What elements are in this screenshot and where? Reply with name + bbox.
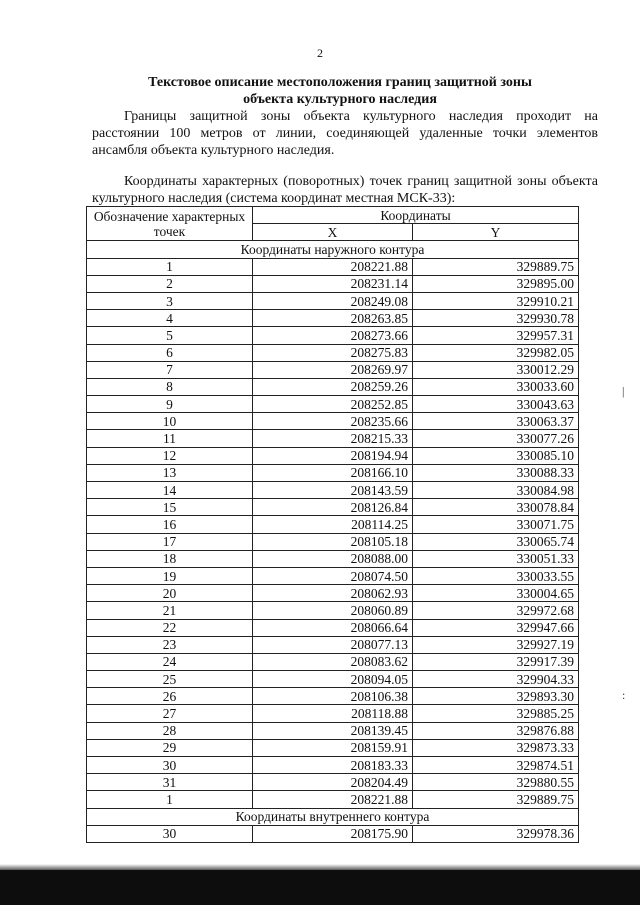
- inner-contour-section-row: [87, 808, 579, 825]
- point-cell: 1: [87, 791, 253, 808]
- table-row: [87, 447, 579, 464]
- y-header: Y: [413, 224, 579, 241]
- x-cell: 208077.13: [253, 636, 413, 653]
- x-cell: 208074.50: [253, 567, 413, 584]
- x-cell: 208215.33: [253, 430, 413, 447]
- table-row: [87, 413, 579, 430]
- x-cell: 208166.10: [253, 464, 413, 481]
- coordinates-intro-text: Координаты характерных (поворотных) точек границ защитной зоны объекта культурного наследия (система координат местная МСК-33):: [92, 174, 598, 206]
- coordinates-table: [86, 206, 579, 843]
- table-row: [87, 825, 579, 842]
- y-cell: 329930.78: [413, 310, 579, 327]
- y-cell: 329885.25: [413, 705, 579, 722]
- outer-contour-section-row: [87, 241, 579, 258]
- x-cell: 208259.26: [253, 378, 413, 395]
- y-cell: 329880.55: [413, 774, 579, 791]
- point-cell: 11: [87, 430, 253, 447]
- x-cell: 208252.85: [253, 396, 413, 413]
- x-cell: 208094.05: [253, 671, 413, 688]
- margin-mark: :: [622, 688, 626, 702]
- document-heading: [60, 74, 620, 108]
- y-cell: 329917.39: [413, 653, 579, 670]
- point-cell: 19: [87, 567, 253, 584]
- table-row: [87, 705, 579, 722]
- x-cell: 208249.08: [253, 292, 413, 309]
- table-row: [87, 396, 579, 413]
- y-cell: 330033.55: [413, 567, 579, 584]
- point-cell: 7: [87, 361, 253, 378]
- y-cell: 330088.33: [413, 464, 579, 481]
- table-row: [87, 550, 579, 567]
- inner-contour-section-label: Координаты внутреннего контура: [87, 808, 579, 825]
- point-cell: 10: [87, 413, 253, 430]
- table-row: [87, 516, 579, 533]
- heading-line-1: Текстовое описание местоположения границ защитной зоны: [148, 75, 532, 90]
- point-cell: 1: [87, 258, 253, 275]
- x-cell: 208275.83: [253, 344, 413, 361]
- y-cell: 329874.51: [413, 757, 579, 774]
- description-text: Границы защитной зоны объекта культурного наследия проходит на расстоянии 100 метров от линии, соединяющей удаленные точки элементов ансамбля объекта культурного наследия.: [92, 109, 598, 158]
- y-cell: 330063.37: [413, 413, 579, 430]
- y-cell: 329972.68: [413, 602, 579, 619]
- y-cell: 329889.75: [413, 258, 579, 275]
- page-number: 2: [317, 46, 323, 60]
- table-row: [87, 533, 579, 550]
- point-cell: 17: [87, 533, 253, 550]
- table-header-row: [87, 207, 579, 224]
- point-cell: 5: [87, 327, 253, 344]
- x-cell: 208126.84: [253, 499, 413, 516]
- x-cell: 208221.88: [253, 791, 413, 808]
- y-cell: 330012.29: [413, 361, 579, 378]
- x-cell: 208118.88: [253, 705, 413, 722]
- point-cell: 30: [87, 757, 253, 774]
- table-row: [87, 636, 579, 653]
- table-row: [87, 292, 579, 309]
- point-cell: 31: [87, 774, 253, 791]
- point-cell: 4: [87, 310, 253, 327]
- point-cell: 3: [87, 292, 253, 309]
- table-row: [87, 482, 579, 499]
- x-cell: 208062.93: [253, 585, 413, 602]
- y-cell: 329978.36: [413, 825, 579, 842]
- x-cell: 208088.00: [253, 550, 413, 567]
- y-cell: 329873.33: [413, 739, 579, 756]
- point-cell: 25: [87, 671, 253, 688]
- table-row: [87, 791, 579, 808]
- y-cell: 330084.98: [413, 482, 579, 499]
- heading-line-2: объекта культурного наследия: [243, 92, 437, 107]
- point-cell: 2: [87, 275, 253, 292]
- x-cell: 208235.66: [253, 413, 413, 430]
- y-cell: 329947.66: [413, 619, 579, 636]
- point-cell: 8: [87, 378, 253, 395]
- y-cell: 329927.19: [413, 636, 579, 653]
- x-cell: 208106.38: [253, 688, 413, 705]
- designation-header: Обозначение характерных точек: [87, 207, 253, 241]
- coordinates-intro-paragraph: [92, 173, 598, 207]
- point-cell: 14: [87, 482, 253, 499]
- x-cell: 208263.85: [253, 310, 413, 327]
- x-cell: 208105.18: [253, 533, 413, 550]
- table-row: [87, 688, 579, 705]
- x-header: X: [253, 224, 413, 241]
- x-cell: 208231.14: [253, 275, 413, 292]
- margin-mark: |: [622, 384, 625, 398]
- table-row: [87, 602, 579, 619]
- y-cell: 330004.65: [413, 585, 579, 602]
- y-cell: 330065.74: [413, 533, 579, 550]
- y-cell: 329893.30: [413, 688, 579, 705]
- x-cell: 208143.59: [253, 482, 413, 499]
- y-cell: 330085.10: [413, 447, 579, 464]
- point-cell: 15: [87, 499, 253, 516]
- table-row: [87, 619, 579, 636]
- x-cell: 208060.89: [253, 602, 413, 619]
- y-cell: 329957.31: [413, 327, 579, 344]
- y-cell: 329982.05: [413, 344, 579, 361]
- y-cell: 330077.26: [413, 430, 579, 447]
- coordinates-header: Координаты: [253, 207, 579, 224]
- table-row: [87, 344, 579, 361]
- x-cell: 208066.64: [253, 619, 413, 636]
- table-row: [87, 671, 579, 688]
- x-cell: 208159.91: [253, 739, 413, 756]
- y-cell: 329904.33: [413, 671, 579, 688]
- point-cell: 21: [87, 602, 253, 619]
- table-row: [87, 275, 579, 292]
- y-cell: 329889.75: [413, 791, 579, 808]
- table-row: [87, 430, 579, 447]
- x-cell: 208273.66: [253, 327, 413, 344]
- scan-bottom-border: [0, 870, 640, 905]
- point-cell: 20: [87, 585, 253, 602]
- point-cell: 29: [87, 739, 253, 756]
- point-cell: 6: [87, 344, 253, 361]
- point-cell: 26: [87, 688, 253, 705]
- point-cell: 27: [87, 705, 253, 722]
- x-cell: 208139.45: [253, 722, 413, 739]
- table-row: [87, 327, 579, 344]
- y-cell: 330033.60: [413, 378, 579, 395]
- x-cell: 208083.62: [253, 653, 413, 670]
- x-cell: 208269.97: [253, 361, 413, 378]
- table-row: [87, 567, 579, 584]
- point-cell: 12: [87, 447, 253, 464]
- table-row: [87, 310, 579, 327]
- outer-contour-section-label: Координаты наружного контура: [87, 241, 579, 258]
- x-cell: 208204.49: [253, 774, 413, 791]
- table-row: [87, 653, 579, 670]
- y-cell: 330071.75: [413, 516, 579, 533]
- point-cell: 28: [87, 722, 253, 739]
- point-cell: 18: [87, 550, 253, 567]
- point-cell: 13: [87, 464, 253, 481]
- y-cell: 330051.33: [413, 550, 579, 567]
- y-cell: 329910.21: [413, 292, 579, 309]
- x-cell: 208221.88: [253, 258, 413, 275]
- table-row: [87, 499, 579, 516]
- x-cell: 208114.25: [253, 516, 413, 533]
- y-cell: 329895.00: [413, 275, 579, 292]
- point-cell: 16: [87, 516, 253, 533]
- x-cell: 208183.33: [253, 757, 413, 774]
- y-cell: 330043.63: [413, 396, 579, 413]
- y-cell: 330078.84: [413, 499, 579, 516]
- table-row: [87, 258, 579, 275]
- point-cell: 22: [87, 619, 253, 636]
- table-row: [87, 757, 579, 774]
- table-row: [87, 361, 579, 378]
- table-row: [87, 378, 579, 395]
- table-row: [87, 739, 579, 756]
- table-row: [87, 585, 579, 602]
- table-row: [87, 464, 579, 481]
- y-cell: 329876.88: [413, 722, 579, 739]
- point-cell: 24: [87, 653, 253, 670]
- description-paragraph: [92, 108, 598, 159]
- table-row: [87, 774, 579, 791]
- point-cell: 23: [87, 636, 253, 653]
- x-cell: 208175.90: [253, 825, 413, 842]
- table-row: [87, 722, 579, 739]
- point-cell: 9: [87, 396, 253, 413]
- x-cell: 208194.94: [253, 447, 413, 464]
- point-cell: 30: [87, 825, 253, 842]
